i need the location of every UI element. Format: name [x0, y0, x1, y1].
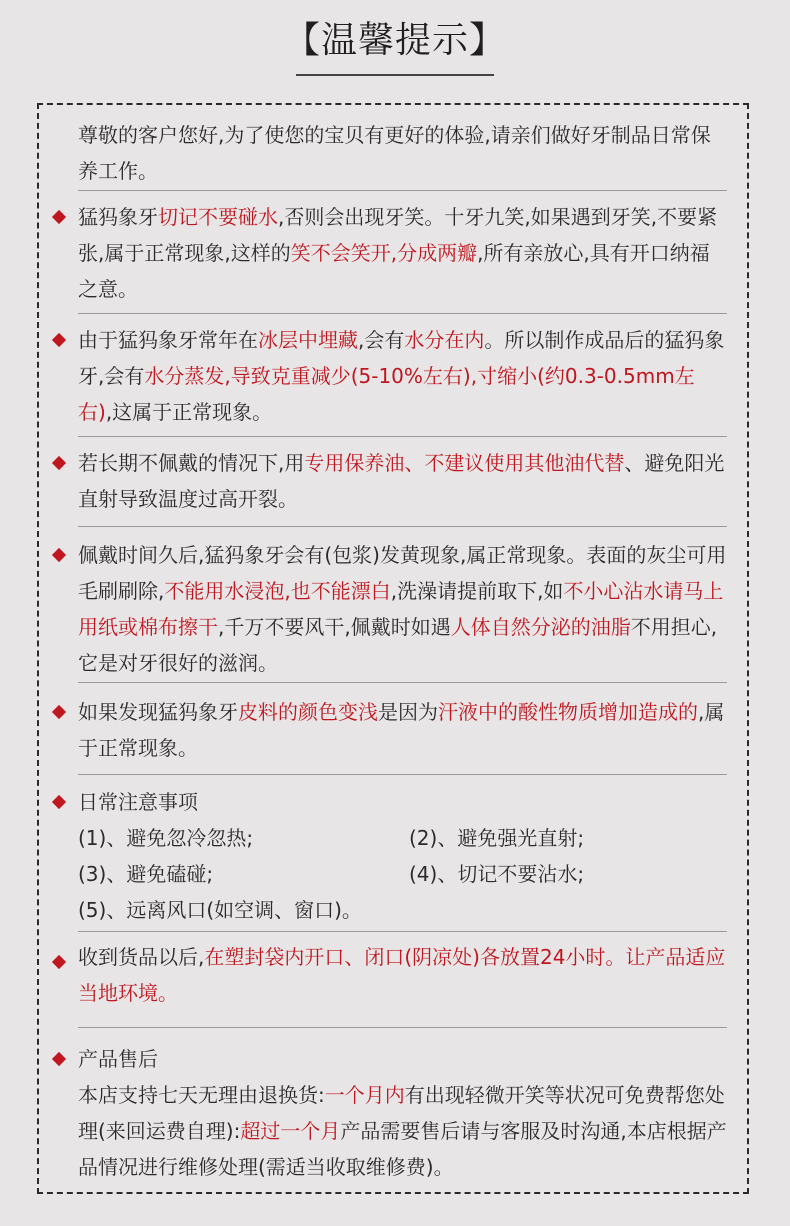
- highlight-text: 切记不要碰水: [158, 205, 278, 229]
- separator: [78, 436, 727, 437]
- body-text: ,洗澡请提前取下,如: [390, 579, 564, 603]
- section-1: [78, 199, 728, 307]
- body-text: 收到货品以后,: [78, 945, 205, 969]
- aftersale-section: [78, 1041, 728, 1185]
- highlight-text: 冰层中埋藏: [258, 328, 358, 352]
- daily-care-item: (5)、远离风口(如空调、窗口)。: [78, 898, 362, 922]
- daily-care-heading: 日常注意事项: [78, 790, 198, 814]
- body-text: 由于猛犸象牙常年在: [78, 328, 258, 352]
- highlight-text: 皮料的颜色变浅: [238, 700, 378, 724]
- daily-care-row: [78, 820, 728, 856]
- body-text: 有出现轻微开笑等状况可免费帮您处理(来回运费自理):: [78, 1083, 725, 1143]
- body-text: ,千万不要风干,佩戴时如遇: [218, 615, 451, 639]
- daily-care-item: (4)、切记不要沾水;: [409, 862, 585, 886]
- separator: [78, 190, 727, 191]
- body-text: 。所以制作成品后的猛犸象牙,会有: [78, 328, 725, 388]
- body-text: 不用担心,它是对牙很好的滋润。: [78, 615, 718, 675]
- body-text: 佩戴时间久后,猛犸象牙会有(包浆)发黄现象,属正常现象。表面的灰尘可用毛刷刷除,: [78, 543, 727, 603]
- separator: [78, 1027, 727, 1028]
- body-text: ,这属于正常现象。: [105, 400, 273, 424]
- intro-text: 尊敬的客户您好,为了使您的宝贝有更好的体验,请亲们做好牙制品日常保养工作。: [78, 123, 711, 183]
- body-text: 猛犸象牙: [78, 205, 158, 229]
- body-text: 如果发现猛犸象牙: [78, 700, 238, 724]
- highlight-text: 专用保养油、不建议使用其他油代替: [304, 451, 625, 475]
- body-text: ,所有亲放心,具有开口纳福之意。: [78, 241, 710, 301]
- highlight-text: 笑不会笑开,分成两瓣: [290, 241, 478, 265]
- body-text: 若长期不佩戴的情况下,用: [78, 451, 305, 475]
- highlight-text: 不小心沾水请马上用纸或棉布擦干: [78, 579, 724, 639]
- body-text: 是因为: [378, 700, 438, 724]
- separator: [78, 526, 727, 527]
- section-4: [78, 537, 728, 681]
- highlight-text: 水分在内: [404, 328, 485, 352]
- highlight-text: 人体自然分泌的油脂: [450, 615, 631, 639]
- section-5: [78, 694, 728, 766]
- daily-care-row: [78, 856, 728, 892]
- section-2: [78, 322, 728, 430]
- page-title: 【温馨提示】: [283, 20, 506, 61]
- highlight-text: 在塑封袋内开口、闭口(阴凉处)各放置24小时。让产品适应当地环境。: [78, 945, 726, 1005]
- daily-care-item: (1)、避免忽冷忽热;: [78, 826, 254, 850]
- aftersale-heading: 产品售后: [78, 1047, 158, 1071]
- body-text: ,属于正常现象。: [78, 700, 725, 760]
- aftersale-text: [78, 1077, 728, 1185]
- separator: [78, 774, 727, 775]
- highlight-text: 水分蒸发,导致克重减少(5-10%左右),寸缩小(约0.3-0.5mm左右): [78, 364, 695, 424]
- body-text: 产品需要售后请与客服及时沟通,本店根据产品情况进行维修处理(需适当收取维修费)。: [78, 1119, 727, 1179]
- body-text: 本店支持七天无理由退换货:: [78, 1083, 325, 1107]
- daily-care-section: [78, 784, 728, 928]
- highlight-text: 一个月内: [324, 1083, 405, 1107]
- receive-section: [78, 939, 728, 1011]
- body-text: 、避免阳光直射导致温度过高开裂。: [78, 451, 725, 511]
- highlight-text: 不能用水浸泡,也不能漂白: [164, 579, 391, 603]
- separator: [78, 313, 727, 314]
- highlight-text: 汗液中的酸性物质增加造成的: [438, 700, 698, 724]
- separator: [78, 931, 727, 932]
- body-text: ,会有: [358, 328, 405, 352]
- highlight-text: 超过一个月: [240, 1119, 341, 1143]
- daily-care-item: (2)、避免强光直射;: [409, 826, 585, 850]
- separator: [78, 682, 727, 683]
- title-underline: [296, 74, 494, 76]
- body-text: ,否则会出现牙笑。十牙九笑,如果遇到牙笑,不要紧张,属于正常现象,这样的: [78, 205, 718, 265]
- daily-care-item: (3)、避免磕碰;: [78, 862, 214, 886]
- section-3: [78, 445, 728, 517]
